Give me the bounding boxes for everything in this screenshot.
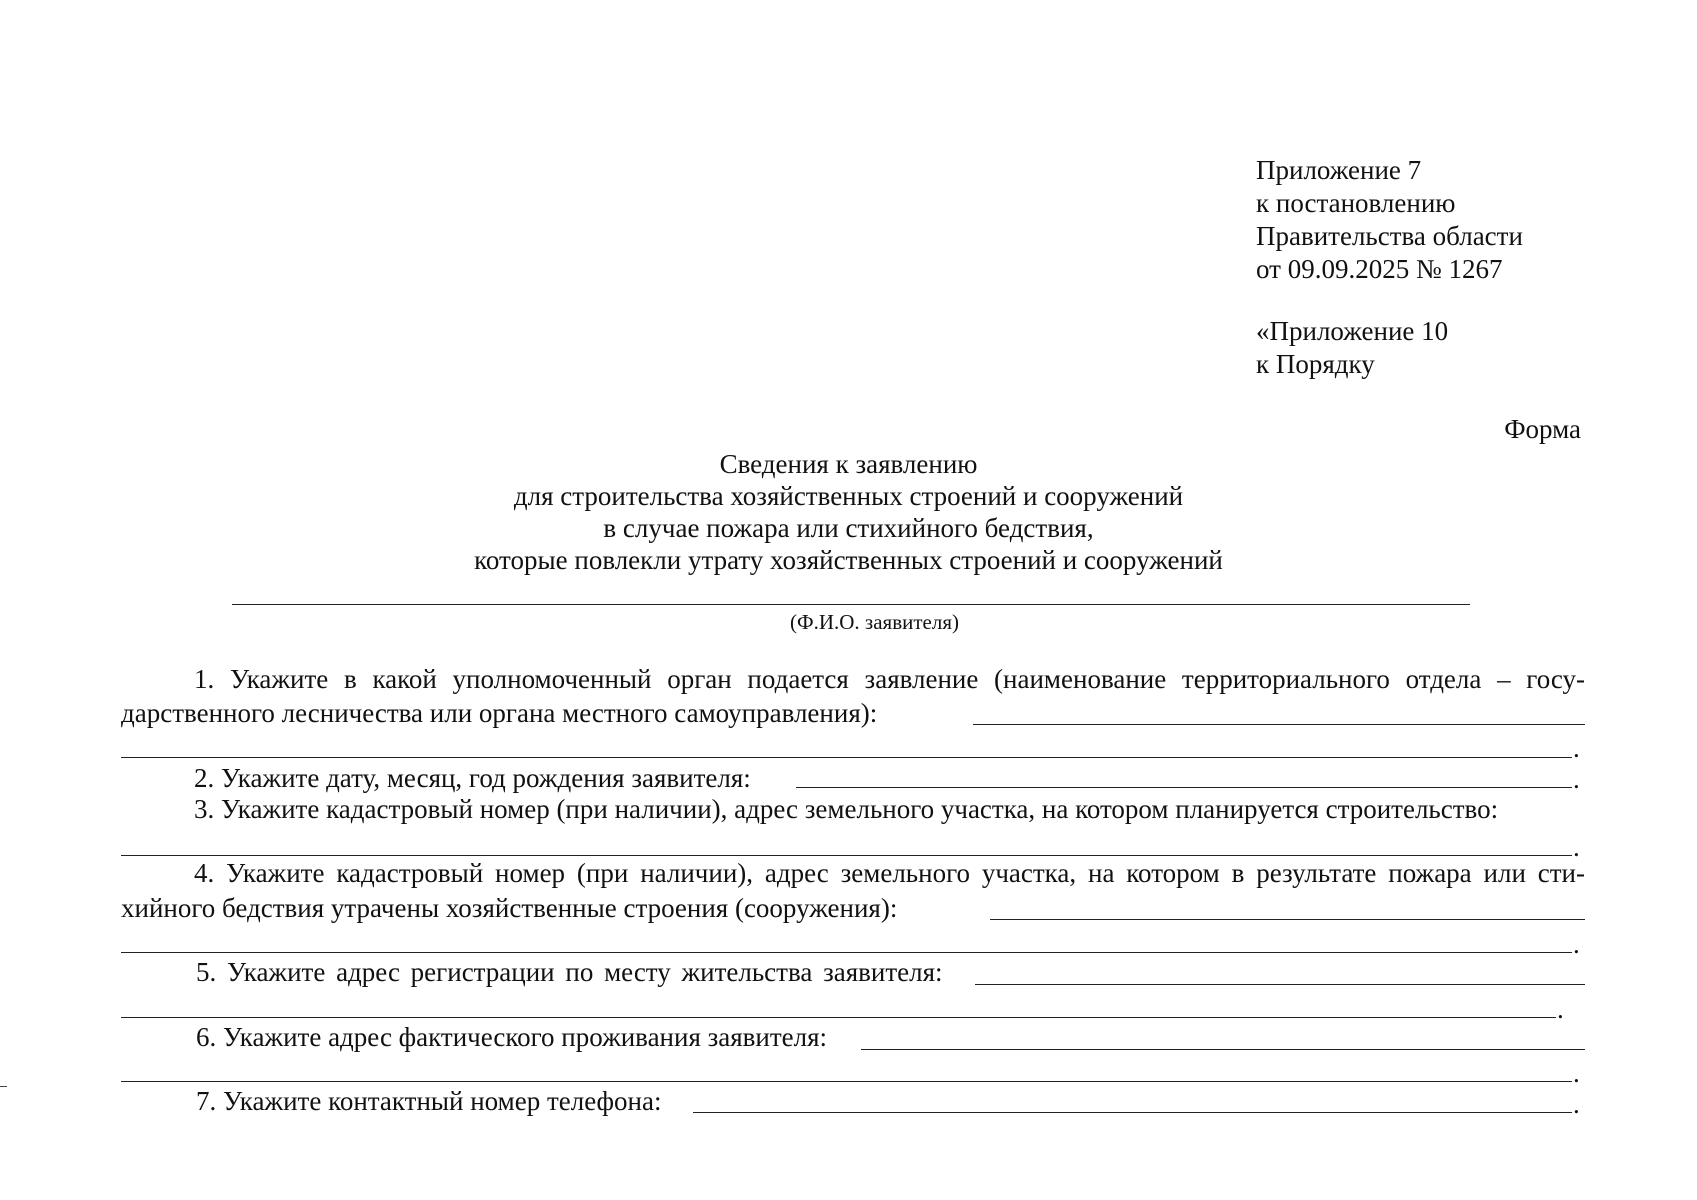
item-1-line-1: 1. Укажите в какой уполномоченный орган подается заявление (наименование территориального отдела – госу- (194, 664, 1585, 694)
appendix-10-block (1256, 315, 1448, 381)
item-5-field-b[interactable] (121, 1017, 1556, 1018)
item-3-end-dot: . (1573, 832, 1580, 862)
appendix-7-line2: к постановлению (1256, 188, 1456, 218)
item-4-end-dot: . (1573, 929, 1580, 959)
item-7-field[interactable] (693, 1112, 1572, 1113)
item-1-field-b[interactable] (121, 757, 1572, 758)
appendix-7-line3: Правительства области (1256, 221, 1523, 251)
applicant-name-field[interactable] (232, 604, 1470, 605)
applicant-caption: (Ф.И.О. заявителя) (790, 610, 959, 634)
item-7-text: 7. Укажите контактный номер телефона: (196, 1086, 662, 1116)
title-line-2: для строительства хозяйственных строений и сооружений (513, 481, 1184, 511)
item-4-line-1: 4. Укажите кадастровый номер (при наличии), адрес земельного участка, на котором в результате пожара или сти- (194, 858, 1585, 888)
item-4-field-b[interactable] (121, 952, 1572, 953)
item-5-end-dot: . (1557, 994, 1564, 1024)
item-6-text: 6. Укажите адрес фактического проживания заявителя: (196, 1022, 828, 1052)
item-6-end-dot: . (1573, 1058, 1580, 1088)
title-line-3: в случае пожара или стихийного бедствия, (603, 513, 1094, 543)
margin-mark (0, 1086, 7, 1087)
item-2-text: 2. Укажите дату, месяц, год рождения заявителя: (194, 763, 751, 793)
item-5-text: 5. Укажите адрес регистрации по месту жительства заявителя: (196, 957, 943, 987)
item-6-field-b[interactable] (121, 1081, 1572, 1082)
item-1-line-2: дарственного лесничества или органа местного самоуправления): (121, 698, 878, 728)
title-line-1: Сведения к заявлению (719, 449, 978, 479)
item-4-field-a[interactable] (990, 919, 1585, 920)
item-7-end-dot: . (1573, 1089, 1580, 1119)
item-6-field-a[interactable] (861, 1049, 1585, 1050)
item-4-line-2: хийного бедствия утрачены хозяйственные строения (сооружения): (121, 893, 898, 923)
item-1-field-a[interactable] (973, 724, 1585, 725)
item-2-end-dot: . (1573, 764, 1580, 794)
appendix-7-line4: от 09.09.2025 № 1267 (1256, 254, 1503, 284)
title-line-4: которые повлекли утрату хозяйственных строений и сооружений (474, 545, 1223, 575)
appendix-10-line2: к Порядку (1256, 349, 1375, 379)
form-label: Форма (1504, 414, 1581, 444)
appendix-10-line1: «Приложение 10 (1256, 316, 1449, 346)
appendix-7-block (1256, 154, 1523, 286)
item-5-field-a[interactable] (975, 984, 1585, 985)
item-2-field[interactable] (796, 787, 1572, 788)
item-3-field[interactable] (121, 855, 1572, 856)
appendix-7-line1: Приложение 7 (1256, 155, 1422, 185)
item-3-text: 3. Укажите кадастровый номер (при наличии), адрес земельного участка, на котором планируется строительство: (194, 794, 1499, 824)
item-1-end-dot: . (1573, 733, 1580, 763)
